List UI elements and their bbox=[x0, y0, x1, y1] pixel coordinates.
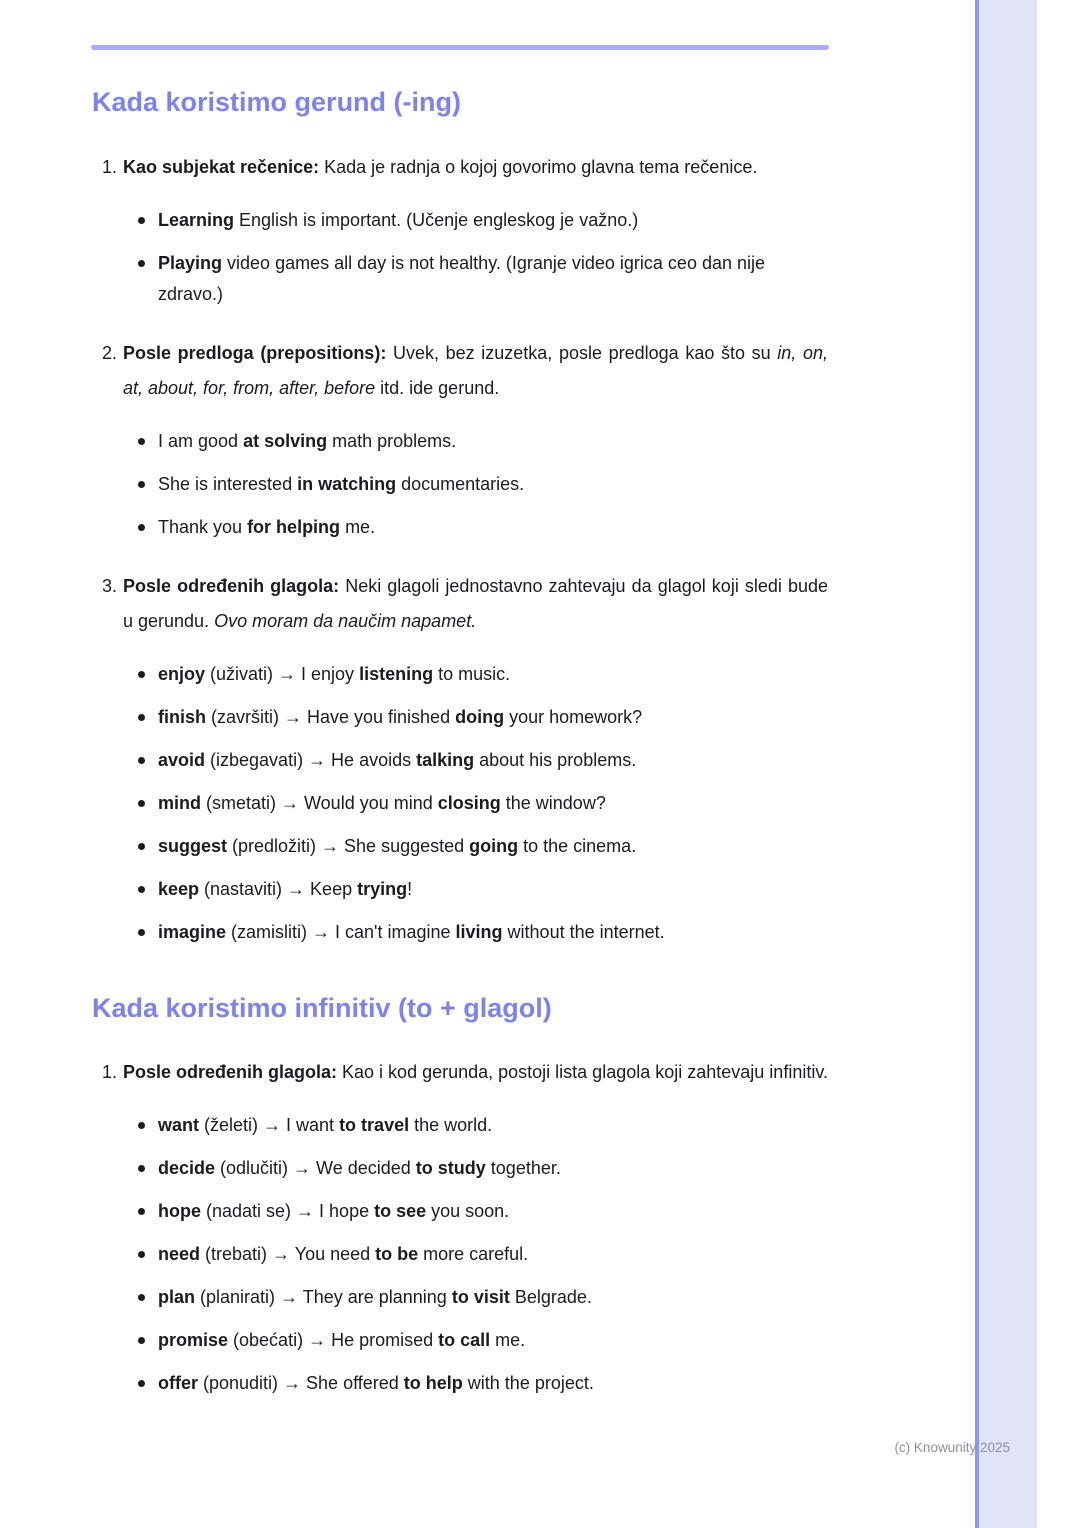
text-segment: imagine bbox=[158, 921, 227, 942]
text-segment: suggest bbox=[158, 835, 228, 856]
text-segment: avoid bbox=[158, 749, 206, 770]
bullet-item bbox=[158, 1239, 828, 1270]
text-segment: to see bbox=[374, 1201, 427, 1222]
bullet-list bbox=[92, 659, 828, 948]
item-text bbox=[123, 150, 828, 185]
right-sidebar-accent-line bbox=[975, 0, 979, 1528]
numbered-item bbox=[92, 569, 828, 639]
text-segment: trying bbox=[357, 878, 408, 899]
text-segment: (zamisliti) → I can't imagine bbox=[226, 921, 456, 942]
text-segment: closing bbox=[437, 792, 501, 813]
bullet-item bbox=[158, 205, 828, 236]
text-segment: Ovo moram da naučim napamet. bbox=[214, 610, 477, 631]
item-number: 1. bbox=[102, 1062, 118, 1083]
text-segment: finish bbox=[158, 706, 206, 727]
numbered-item bbox=[92, 1055, 828, 1090]
text-segment: the world. bbox=[409, 1115, 493, 1136]
text-segment: Playing bbox=[158, 252, 223, 273]
text-segment: plan bbox=[158, 1287, 196, 1308]
text-segment: to study bbox=[415, 1158, 486, 1179]
text-segment: to visit bbox=[451, 1287, 510, 1308]
bullet-item bbox=[158, 248, 828, 310]
text-segment: Posle određenih glagola: bbox=[123, 575, 340, 596]
text-segment: Kao i kod gerunda, postoji lista glagola koji zahtevaju infinitiv. bbox=[337, 1062, 828, 1083]
text-segment: ! bbox=[407, 878, 413, 899]
text-segment: more careful. bbox=[418, 1244, 529, 1265]
text-segment: (trebati) → You need bbox=[200, 1244, 376, 1265]
item-number: 3. bbox=[102, 575, 118, 596]
text-segment: to travel bbox=[339, 1115, 410, 1136]
text-segment: living bbox=[455, 921, 503, 942]
text-segment: to the cinema. bbox=[518, 835, 637, 856]
text-segment: want bbox=[158, 1115, 200, 1136]
bullet-item bbox=[158, 659, 828, 690]
bullet-item bbox=[158, 426, 828, 457]
right-sidebar-band bbox=[975, 0, 1037, 1528]
text-segment: to help bbox=[403, 1373, 463, 1394]
text-segment: decide bbox=[158, 1158, 216, 1179]
numbered-item bbox=[92, 150, 828, 185]
text-segment: talking bbox=[416, 749, 475, 770]
text-segment: English is important. (Učenje engleskog je važno.) bbox=[234, 209, 639, 230]
item-text bbox=[123, 1055, 828, 1090]
text-segment: (odlučiti) → We decided bbox=[215, 1158, 416, 1179]
text-segment: (smetati) → Would you mind bbox=[201, 792, 438, 813]
text-segment: math problems. bbox=[327, 430, 457, 451]
text-segment: video games all day is not healthy. (Igranje video igrica ceo dan nije zdravo.) bbox=[158, 252, 766, 304]
text-segment: Kao subjekat rečenice: bbox=[123, 156, 320, 177]
text-segment: I am good bbox=[158, 430, 244, 451]
bullet-item bbox=[158, 1325, 828, 1356]
text-segment: your homework? bbox=[504, 706, 643, 727]
text-segment: you soon. bbox=[426, 1201, 510, 1222]
bullet-item bbox=[158, 1282, 828, 1313]
text-segment: hope bbox=[158, 1201, 201, 1222]
text-segment: without the internet. bbox=[502, 921, 665, 942]
bullet-item bbox=[158, 874, 828, 905]
bullet-item bbox=[158, 917, 828, 948]
bullet-item bbox=[158, 469, 828, 500]
text-segment: doing bbox=[455, 706, 505, 727]
bullet-list bbox=[92, 205, 828, 310]
text-segment: Neki glagoli jednostavno zahtevaju da glagol koji sledi bude u gerundu. bbox=[123, 575, 829, 631]
bullet-item bbox=[158, 512, 828, 543]
text-segment: (izbegavati) → He avoids bbox=[205, 749, 417, 770]
bullet-item bbox=[158, 1196, 828, 1227]
text-segment: (planirati) → They are planning bbox=[195, 1287, 452, 1308]
text-segment: Belgrade. bbox=[509, 1287, 592, 1308]
text-segment: enjoy bbox=[158, 663, 206, 684]
text-segment: (nastaviti) → Keep bbox=[199, 878, 358, 899]
numbered-item bbox=[92, 336, 828, 406]
bullet-item bbox=[158, 702, 828, 733]
text-segment: (nadati se) → I hope bbox=[201, 1201, 375, 1222]
text-segment: Uvek, bez izuzetka, posle predloga kao što su bbox=[386, 342, 778, 363]
text-segment: the window? bbox=[500, 792, 606, 813]
text-segment: in, on, at, about, for, from, after, before bbox=[123, 342, 828, 398]
text-segment: Posle određenih glagola: bbox=[123, 1062, 338, 1083]
bullet-item bbox=[158, 1153, 828, 1184]
text-segment: to call bbox=[438, 1330, 491, 1351]
text-segment: Thank you bbox=[158, 516, 248, 537]
text-segment: (obećati) → He promised bbox=[228, 1330, 439, 1351]
text-segment: about his problems. bbox=[474, 749, 637, 770]
text-segment: going bbox=[469, 835, 519, 856]
text-segment: listening bbox=[359, 663, 434, 684]
section-title: Kada koristimo infinitiv (to + glagol) bbox=[92, 992, 552, 1023]
text-segment: to be bbox=[375, 1244, 419, 1265]
text-segment: Learning bbox=[158, 209, 235, 230]
text-segment: (predložiti) → She suggested bbox=[227, 835, 470, 856]
section-title: Kada koristimo gerund (-ing) bbox=[92, 87, 462, 117]
copyright-footer: (c) Knowunity 2025 bbox=[894, 1440, 1010, 1455]
text-segment: (završiti) → Have you finished bbox=[206, 706, 456, 727]
text-segment: documentaries. bbox=[396, 473, 525, 494]
bullet-list bbox=[92, 1110, 828, 1399]
text-segment: Kada je radnja o kojoj govorimo glavna tema rečenice. bbox=[319, 156, 758, 177]
text-segment: She is interested bbox=[158, 473, 298, 494]
item-number: 1. bbox=[102, 156, 118, 177]
bullet-item bbox=[158, 1368, 828, 1399]
text-segment: offer bbox=[158, 1373, 198, 1394]
text-segment: with the project. bbox=[462, 1373, 594, 1394]
text-segment: promise bbox=[158, 1330, 229, 1351]
document-content bbox=[92, 0, 828, 1425]
text-segment: need bbox=[158, 1244, 201, 1265]
text-segment: in watching bbox=[297, 473, 397, 494]
text-segment: me. bbox=[490, 1330, 526, 1351]
text-segment: Posle predloga (prepositions): bbox=[123, 342, 387, 363]
text-segment: at solving bbox=[243, 430, 328, 451]
text-segment: for helping bbox=[247, 516, 341, 537]
item-text bbox=[123, 336, 828, 406]
bullet-item bbox=[158, 1110, 828, 1141]
text-segment: itd. ide gerund. bbox=[375, 377, 500, 398]
item-text bbox=[123, 569, 828, 639]
bullet-item bbox=[158, 745, 828, 776]
bullet-item bbox=[158, 831, 828, 862]
bullet-item bbox=[158, 788, 828, 819]
text-segment: mind bbox=[158, 792, 201, 813]
text-segment: (ponuditi) → She offered bbox=[198, 1373, 404, 1394]
text-segment: (želeti) → I want bbox=[199, 1115, 340, 1136]
text-segment: together. bbox=[485, 1158, 561, 1179]
text-segment: to music. bbox=[433, 663, 511, 684]
text-segment: keep bbox=[158, 878, 200, 899]
text-segment: (uživati) → I enjoy bbox=[205, 663, 360, 684]
item-number: 2. bbox=[102, 342, 118, 363]
text-segment: me. bbox=[340, 516, 376, 537]
bullet-list bbox=[92, 426, 828, 543]
